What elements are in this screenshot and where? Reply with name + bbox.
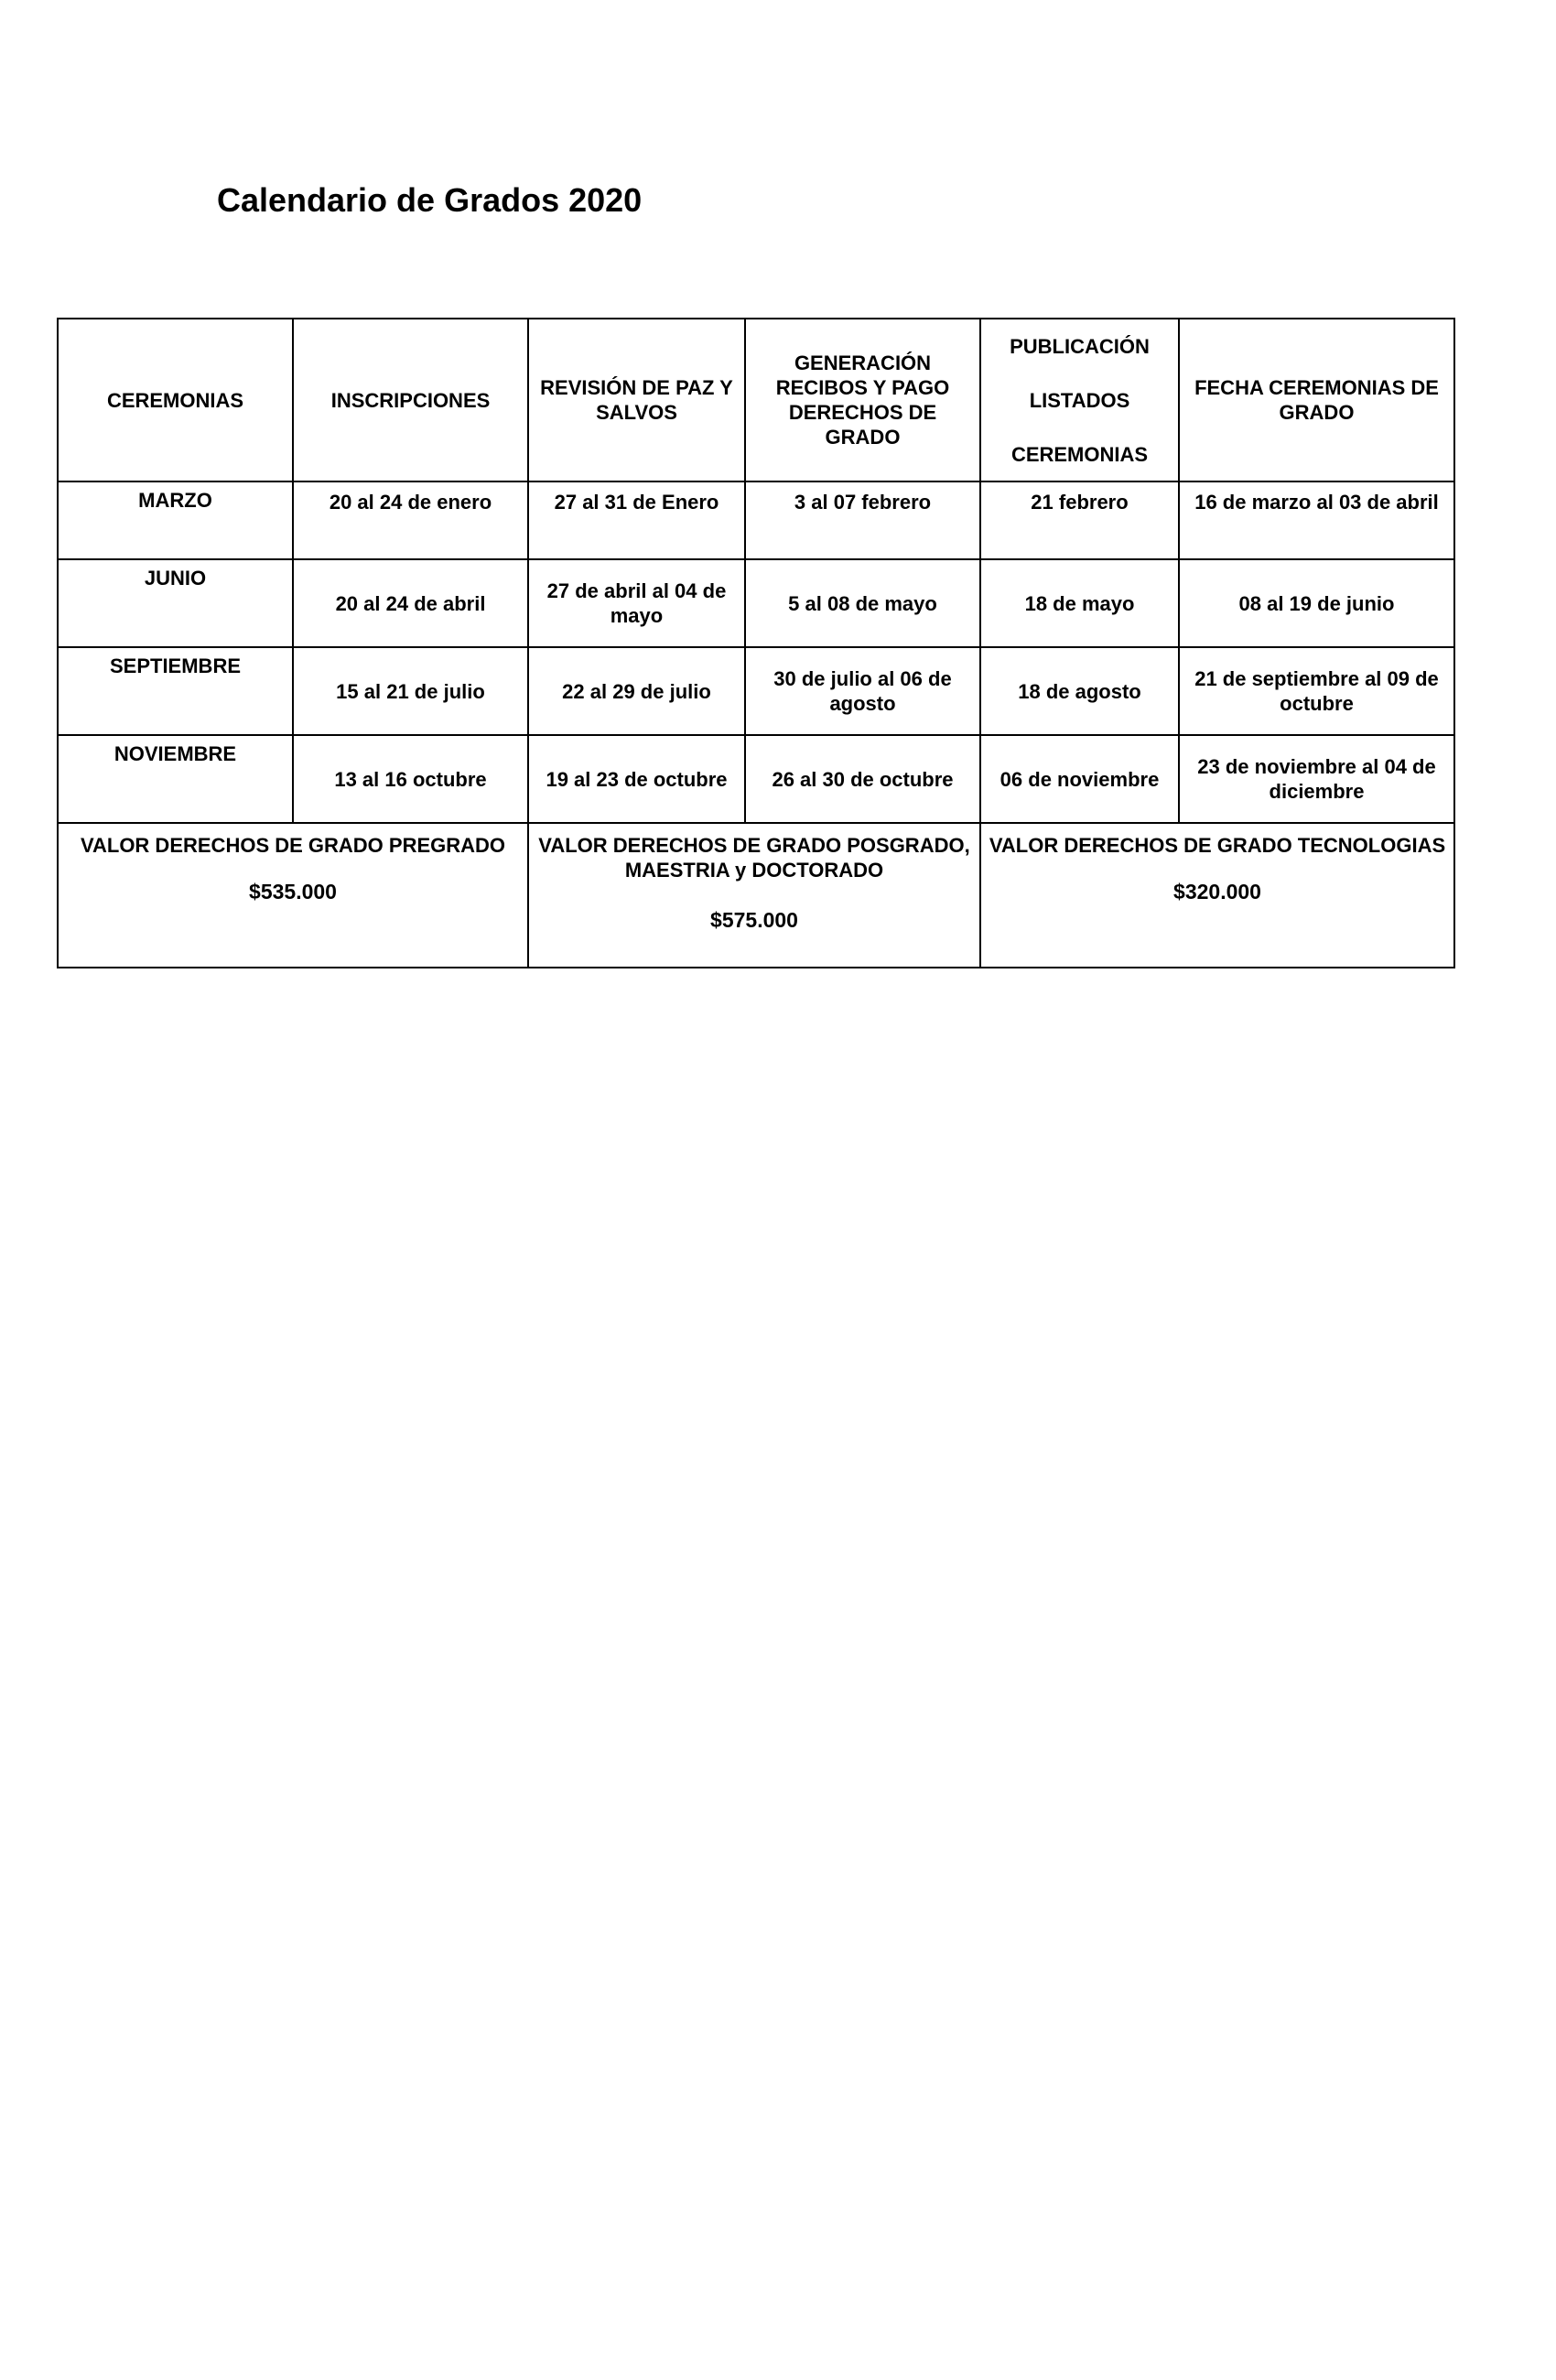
fee-posgrado xyxy=(528,823,980,968)
cell-revision: 27 de abril al 04 de mayo xyxy=(528,559,745,647)
cell-revision: 19 al 23 de octubre xyxy=(528,735,745,823)
fee-pregrado xyxy=(58,823,528,968)
header-ceremonias: CEREMONIAS xyxy=(58,319,293,481)
cell-inscripciones: 20 al 24 de enero xyxy=(293,481,528,559)
cell-ceremonia: NOVIEMBRE xyxy=(58,735,293,823)
cell-ceremonia: SEPTIEMBRE xyxy=(58,647,293,735)
cell-publicacion: 18 de mayo xyxy=(980,559,1179,647)
table-header-row xyxy=(58,319,1454,481)
header-publicacion-line: CEREMONIAS xyxy=(1010,442,1149,466)
fee-value: $320.000 xyxy=(1173,880,1261,903)
cell-publicacion: 06 de noviembre xyxy=(980,735,1179,823)
cell-publicacion: 21 febrero xyxy=(980,481,1179,559)
cell-inscripciones: 13 al 16 octubre xyxy=(293,735,528,823)
page-title: Calendario de Grados 2020 xyxy=(217,181,643,219)
cell-generacion: 5 al 08 de mayo xyxy=(745,559,980,647)
header-publicacion-line: PUBLICACIÓN xyxy=(1010,334,1150,358)
table-row xyxy=(58,481,1454,559)
cell-ceremonia: MARZO xyxy=(58,481,293,559)
table-row xyxy=(58,559,1454,647)
fee-value: $575.000 xyxy=(710,908,798,932)
fee-label: VALOR DERECHOS DE GRADO POSGRADO, MAESTRIA y DOCTORADO xyxy=(538,834,970,882)
cell-fecha: 16 de marzo al 03 de abril xyxy=(1179,481,1454,559)
fee-label: VALOR DERECHOS DE GRADO TECNOLOGIAS xyxy=(989,834,1446,857)
fees-row xyxy=(58,823,1454,968)
header-fecha: FECHA CEREMONIAS DE GRADO xyxy=(1179,319,1454,481)
cell-publicacion: 18 de agosto xyxy=(980,647,1179,735)
fee-tecnologias xyxy=(980,823,1454,968)
header-publicacion-line: LISTADOS xyxy=(1029,388,1130,412)
cell-revision: 22 al 29 de julio xyxy=(528,647,745,735)
header-inscripciones: INSCRIPCIONES xyxy=(293,319,528,481)
cell-inscripciones: 20 al 24 de abril xyxy=(293,559,528,647)
fee-value: $535.000 xyxy=(249,880,337,903)
fee-label: VALOR DERECHOS DE GRADO PREGRADO xyxy=(80,834,506,857)
table-row xyxy=(58,735,1454,823)
graduation-calendar-table xyxy=(57,318,1455,968)
header-revision: REVISIÓN DE PAZ Y SALVOS xyxy=(528,319,745,481)
header-generacion: GENERACIÓN RECIBOS Y PAGO DERECHOS DE GRADO xyxy=(745,319,980,481)
cell-generacion: 30 de julio al 06 de agosto xyxy=(745,647,980,735)
cell-inscripciones: 15 al 21 de julio xyxy=(293,647,528,735)
cell-fecha: 21 de septiembre al 09 de octubre xyxy=(1179,647,1454,735)
cell-ceremonia: JUNIO xyxy=(58,559,293,647)
table-row xyxy=(58,647,1454,735)
cell-revision: 27 al 31 de Enero xyxy=(528,481,745,559)
cell-fecha: 08 al 19 de junio xyxy=(1179,559,1454,647)
cell-generacion: 3 al 07 febrero xyxy=(745,481,980,559)
cell-generacion: 26 al 30 de octubre xyxy=(745,735,980,823)
cell-fecha: 23 de noviembre al 04 de diciembre xyxy=(1179,735,1454,823)
header-publicacion xyxy=(980,319,1179,481)
